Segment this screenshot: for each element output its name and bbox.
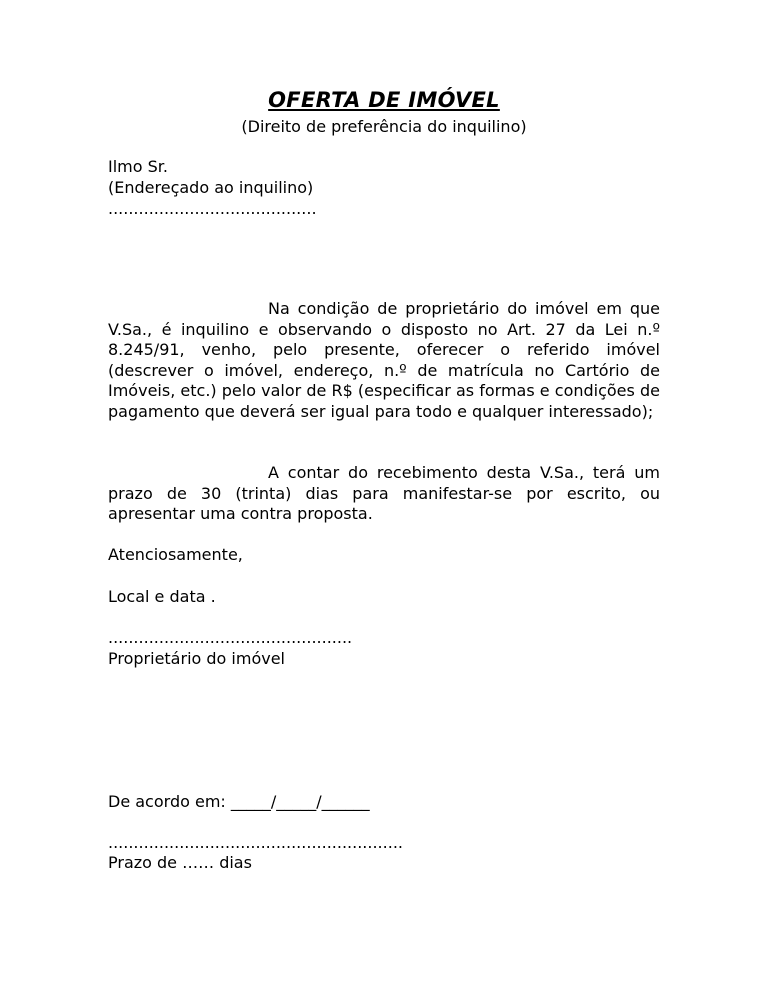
place-date: Local e data . [108, 587, 216, 606]
addressee: (Endereçado ao inquilino) [108, 178, 314, 197]
document-title: OFERTA DE IMÓVEL [268, 88, 500, 112]
paragraph-deadline: A contar do recebimento desta V.Sa., terá um prazo de 30 (trinta) dias para manifestar-se por escrito, ou apresentar uma contra proposta. [108, 463, 660, 523]
paragraph-offer: Na condição de proprietário do imóvel em que V.Sa., é inquilino e observando o disposto no Art. 27 da Lei n.º 8.245/91, venho, pelo presente, oferecer o referido imóvel (descrever o imóvel, endereço, n.º de matrícula no Cartório de Imóveis, etc.) pelo valor de R$ (especificar as formas e condições de pagamento que deverá ser igual para todo e qualquer interessado); [108, 299, 660, 421]
owner-signature-line: ................................................ [108, 628, 353, 647]
document-subtitle: (Direito de preferência do inquilino) [241, 117, 527, 136]
tenant-signature-line: .......................................................... [108, 833, 403, 852]
agreement-date: De acordo em: _____/_____/______ [108, 792, 370, 811]
closing: Atenciosamente, [108, 545, 243, 564]
owner-label: Proprietário do imóvel [108, 649, 285, 668]
deadline-days: Prazo de …… dias [108, 853, 252, 872]
addressee-line: ......................................... [108, 199, 317, 218]
salutation: Ilmo Sr. [108, 157, 168, 176]
